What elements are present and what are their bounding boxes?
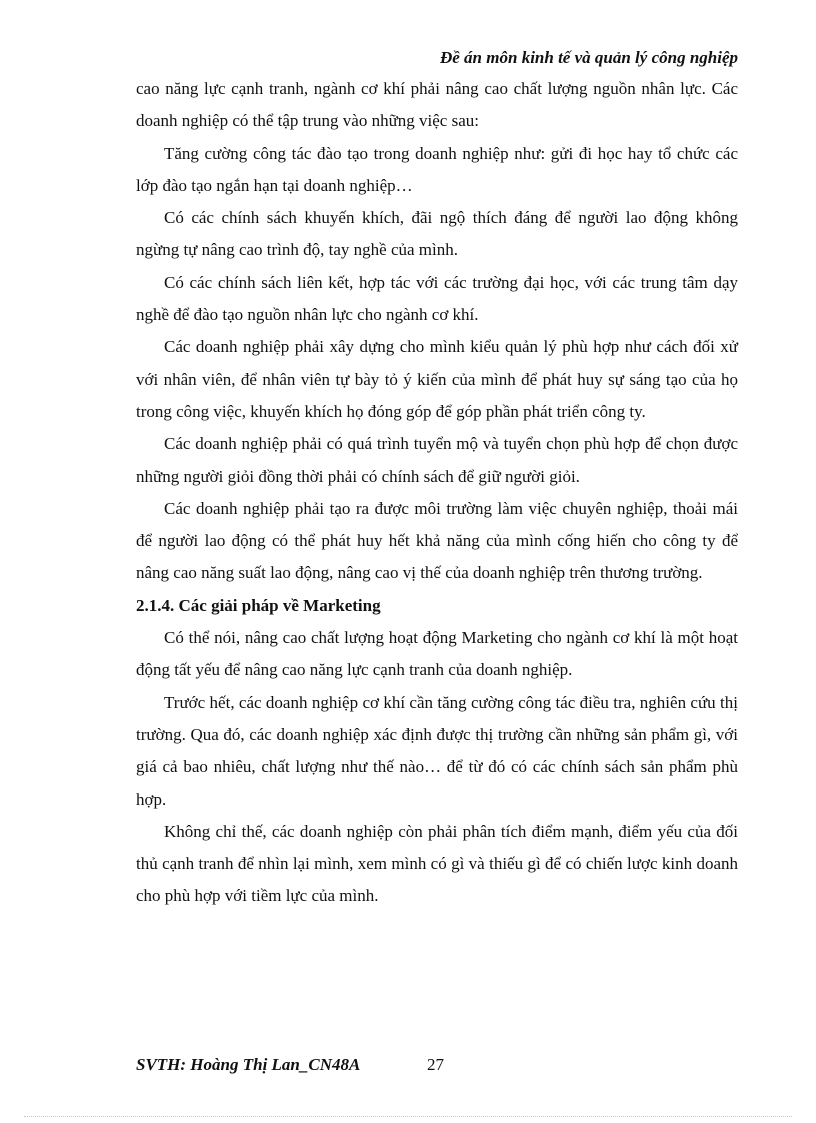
page-divider	[24, 1116, 792, 1117]
paragraph: Không chỉ thế, các doanh nghiệp còn phải phân tích điểm mạnh, điểm yếu của đối thủ cạnh tranh để nhìn lại mình, xem mình có gì và thiếu gì để có chiến lược kinh doanh cho phù hợp với tiềm lực của mình.	[136, 821, 738, 906]
footer-author: SVTH: Hoàng Thị Lan_CN48A	[136, 1055, 361, 1074]
paragraph: Có các chính sách khuyến khích, đãi ngộ thích đáng để người lao động không ngừng tự nâng cao trình độ, tay nghề của mình.	[136, 208, 738, 260]
paragraph: Trước hết, các doanh nghiệp cơ khí cần tăng cường công tác điều tra, nghiên cứu thị trường. Qua đó, các doanh nghiệp xác định được thị trường cần những sản phẩm gì, với giá cả bao nhiêu, chất lượng như thế nào… để từ đó có các chính sách sản phẩm phù hợp.	[136, 692, 738, 809]
paragraph: Các doanh nghiệp phải tạo ra được môi trường làm việc chuyên nghiệp, thoải mái để người lao động có thể phát huy hết khả năng của mình cống hiến cho công ty để nâng cao năng suất lao động, nâng cao vị thế của doanh nghiệp trên thương trường.	[136, 498, 738, 583]
section-heading: 2.1.4. Các giải pháp về Marketing	[136, 595, 381, 615]
paragraph: Các doanh nghiệp phải xây dựng cho mình kiểu quản lý phù hợp như cách đối xử với nhân viên, để nhân viên tự bày tỏ ý kiến của mình để phát huy sự sáng tạo của họ trong công việc, khuyến khích họ đóng góp để góp phần phát triển công ty.	[136, 337, 738, 421]
page-footer	[136, 1055, 536, 1075]
paragraph: Có các chính sách liên kết, hợp tác với các trường đại học, với các trung tâm dạy nghề để đào tạo nguồn nhân lực cho ngành cơ khí.	[136, 272, 738, 325]
paragraph: cao năng lực cạnh tranh, ngành cơ khí phải nâng cao chất lượng nguồn nhân lực. Các doanh nghiệp có thể tập trung vào những việc sau:	[136, 79, 738, 131]
paragraph: Tăng cường công tác đào tạo trong doanh nghiệp như: gửi đi học hay tổ chức các lớp đào tạo ngắn hạn tại doanh nghiệp…	[136, 143, 738, 195]
document-body	[136, 73, 738, 913]
page-header: Đề án môn kinh tế và quản lý công nghiệp	[439, 48, 738, 67]
paragraph: Có thể nói, nâng cao chất lượng hoạt động Marketing cho ngành cơ khí là một hoạt động tất yếu để nâng cao năng lực cạnh tranh của doanh nghiệp.	[136, 628, 738, 680]
page-number: 27	[427, 1055, 444, 1074]
paragraph: Các doanh nghiệp phải có quá trình tuyển mộ và tuyển chọn phù hợp để chọn được những người giỏi đồng thời phải có chính sách để giữ người giỏi.	[136, 434, 738, 486]
